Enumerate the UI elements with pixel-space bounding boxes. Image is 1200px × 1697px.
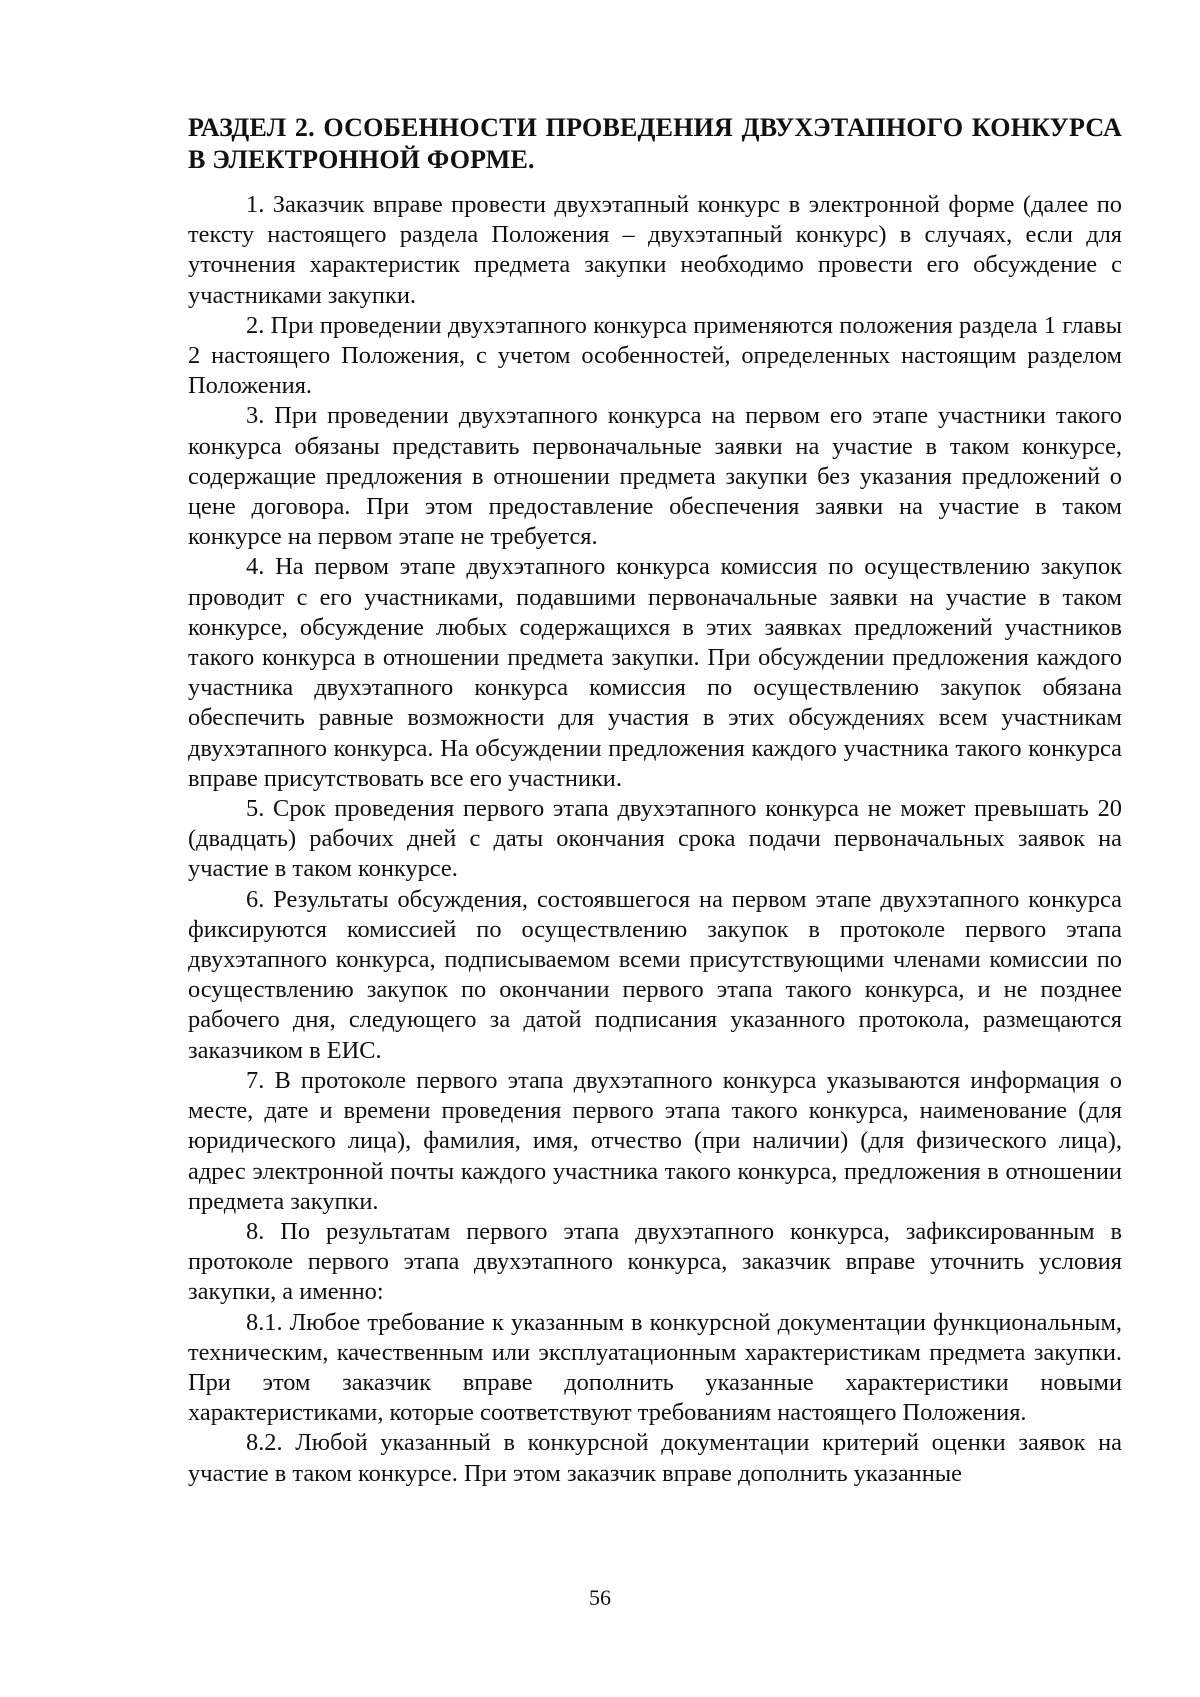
paragraph-4: 4. На первом этапе двухэтапного конкурса комиссия по осуществлению закупок проводит с его участниками, подавшими первоначальные заявки на участие в таком конкурсе, обсуждение любых содержащихся в этих заявках предложений участников такого конкурса в отношении предмета закупки. При обсуждении предложения каждого участника двухэтапного конкурса комиссия по осуществлению закупок обязана обеспечить равные возможности для участия в этих обсуждениях всем участникам двухэтапного конкурса. На обсуждении предложения каждого участника такого конкурса вправе присутствовать все его участники. xyxy=(188,553,1122,792)
document-page xyxy=(188,112,1122,1489)
paragraph-6: 6. Результаты обсуждения, состоявшегося на первом этапе двухэтапного конкурса фиксируются комиссией по осуществлению закупок в протоколе первого этапа двухэтапного конкурса, подписываемом всеми присутствующими членами комиссии по осуществлению закупок по окончании первого этапа такого конкурса, и не позднее рабочего дня, следующего за датой подписания указанного протокола, размещаются заказчиком в ЕИС. xyxy=(188,885,1122,1064)
paragraph-7: 7. В протоколе первого этапа двухэтапного конкурса указываются информация о месте, дате и времени проведения первого этапа такого конкурса, наименование (для юридического лица), фамилия, имя, отчество (при наличии) (для физического лица), адрес электронной почты каждого участника такого конкурса, предложения в отношении предмета закупки. xyxy=(188,1066,1122,1215)
section-heading: РАЗДЕЛ 2. ОСОБЕННОСТИ ПРОВЕДЕНИЯ ДВУХЭТАПНОГО КОНКУРСА В ЭЛЕКТРОННОЙ ФОРМЕ. xyxy=(188,113,1122,174)
paragraph-5: 5. Срок проведения первого этапа двухэтапного конкурса не может превышать 20 (двадцать) рабочих дней с даты окончания срока подачи первоначальных заявок на участие в таком конкурсе. xyxy=(188,795,1122,883)
paragraph-3: 3. При проведении двухэтапного конкурса на первом его этапе участники такого конкурса обязаны представить первоначальные заявки на участие в таком конкурсе, содержащие предложения в отношении предмета закупки без указания предложений о цене договора. При этом предоставление обеспечения заявки на участие в таком конкурсе на первом этапе не требуется. xyxy=(188,402,1122,551)
paragraph-8-1: 8.1. Любое требование к указанным в конкурсной документации функциональным, техническим, качественным или эксплуатационным характеристикам предмета закупки. При этом заказчик вправе дополнить указанные характеристики новыми характеристиками, которые соответствуют требованиям настоящего Положения. xyxy=(188,1308,1122,1427)
paragraph-2: 2. При проведении двухэтапного конкурса применяются положения раздела 1 главы 2 настоящего Положения, с учетом особенностей, определенных настоящим разделом Положения. xyxy=(188,311,1122,400)
page-number: 56 xyxy=(589,1585,611,1610)
paragraph-8: 8. По результатам первого этапа двухэтапного конкурса, зафиксированным в протоколе первого этапа двухэтапного конкурса, заказчик вправе уточнить условия закупки, а именно: xyxy=(188,1217,1122,1306)
paragraph-8-2: 8.2. Любой указанный в конкурсной документации критерий оценки заявок на участие в таком конкурсе. При этом заказчик вправе дополнить указанные xyxy=(188,1429,1122,1487)
paragraph-1: 1. Заказчик вправе провести двухэтапный конкурс в электронной форме (далее по тексту настоящего раздела Положения – двухэтапный конкурс) в случаях, если для уточнения характеристик предмета закупки необходимо провести его обсуждение с участниками закупки. xyxy=(188,191,1122,309)
